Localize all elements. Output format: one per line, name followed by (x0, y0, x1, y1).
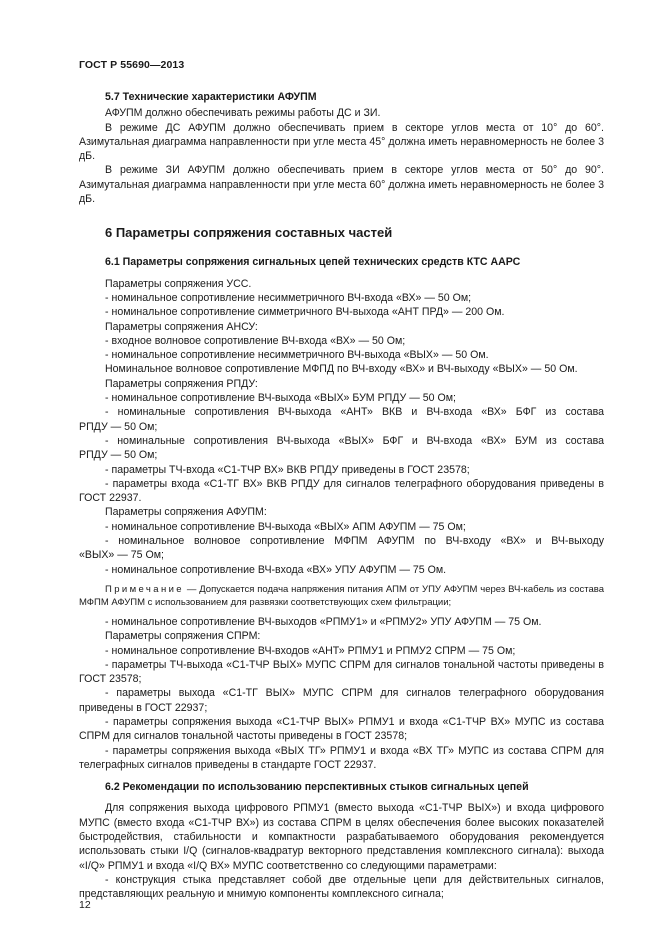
group-title-ycc: Параметры сопряжения УСС. (105, 277, 252, 290)
list-item: - номинальное сопротивление ВЧ-выхода «ВЫХ» АПМ АФУПМ — 75 Ом; (105, 520, 466, 533)
page-number: 12 (79, 899, 91, 911)
page-content (79, 90, 604, 902)
note (79, 583, 604, 609)
section-6-heading: 6 Параметры сопряжения составных частей (105, 225, 393, 241)
list-item: - номинальное сопротивление ВЧ-входов «АНТ» РПМУ1 и РПМУ2 СПРМ — 75 Ом; (105, 644, 516, 657)
list-item: - номинальное сопротивление ВЧ-выходов «РПМУ1» и «РПМУ2» УПУ АФУПМ — 75 Ом. (105, 615, 542, 628)
list-item: - конструкция стыка представляет собой две отдельные цепи для действительных сигналов, представляющих реальную и мнимую компоненты комплексного сигнала; (79, 873, 604, 901)
list-item-continuation: «ВЫХ» — 75 Ом; (79, 549, 164, 562)
note-label: Примечание (105, 583, 184, 595)
section-5-7-heading: 5.7 Технические характеристики АФУПМ (105, 91, 317, 103)
group-title-ansu: Параметры сопряжения АНСУ: (105, 320, 258, 333)
list-item: - номинальное волновое сопротивление МФПМ АФУПМ по ВЧ-входу «ВХ» и ВЧ-выходу (105, 535, 604, 548)
paragraph: Для сопряжения выхода цифрового РПМУ1 (вместо выхода «С1-ТЧР ВЫХ») и входа цифрового МУПС (вместо входа «С1-ТЧР ВХ») из состава СПРМ в целях обеспечения более высоких показателей быстродействия, стабильности и компактности разрабатываемого оборудования рекомендуется использовать стыки I/Q (сигналов-квадратур векторного представления комплексного сигнала): выхода «I/Q» РПМУ1 и входа «I/Q ВХ» МУПС соответственно со следующими параметрами: (79, 802, 604, 872)
list-item-continuation: РПДУ — 50 Ом; (79, 449, 158, 462)
list-item: - номинальное сопротивление ВЧ-входа «ВХ» УПУ АФУПМ — 75 Ом. (105, 563, 447, 576)
list-item: - номинальное сопротивление несимметричного ВЧ-входа «ВХ» — 50 Ом; (105, 291, 472, 304)
list-item: - параметры сопряжения выхода «ВЫХ ТГ» РПМУ1 и входа «ВХ ТГ» МУПС из состава СПРМ для телеграфных сигналов приведены в стандарте ГОСТ 22937. (79, 744, 604, 771)
note-text: — Допускается подача напряжения питания АПМ от УПУ АФУПМ через ВЧ-кабель из состава МФПМ АФУПМ с использованием для развязки соответствующих схем фильтрации; (79, 583, 604, 608)
list-item: - параметры входа «С1-ТГ ВХ» ВКВ РПДУ для сигналов телеграфного оборудования приведены в ГОСТ 22937. (79, 477, 604, 505)
group-title-afupm: Параметры сопряжения АФУПМ: (105, 506, 267, 519)
list-item: - номинальное сопротивление несимметричного ВЧ-выхода «ВЫХ» — 50 Ом. (105, 349, 489, 362)
group-title-rpdu: Параметры сопряжения РПДУ: (105, 377, 258, 390)
list-item: - номинальное сопротивление симметричного ВЧ-выхода «АНТ ПРД» — 200 Ом. (105, 306, 505, 319)
list-item: - параметры выхода «С1-ТГ ВЫХ» МУПС СПРМ для сигналов телеграфного оборудования приведены в ГОСТ 22937; (79, 687, 604, 714)
paragraph: В режиме ДС АФУПМ должно обеспечивать прием в секторе углов места от 10° до 60°. Азимутальная диаграмма направленности при угле места 45° должна иметь неравномерность не более 3 дБ. (79, 121, 604, 163)
paragraph: В режиме ЗИ АФУПМ должно обеспечивать прием в секторе углов места от 50° до 90°. Азимутальная диаграмма направленности при угле места 60° должна иметь неравномерность не более 3 дБ. (79, 164, 604, 206)
section-6-2-heading: 6.2 Рекомендации по использованию перспективных стыков сигнальных цепей (105, 781, 529, 794)
list-item: - параметры сопряжения выхода «С1-ТЧР ВЫХ» РПМУ1 и входа «С1-ТЧР ВХ» МУПС из состава СПРМ для сигналов тональной частоты приведены в ГОСТ 23578; (79, 715, 604, 743)
list-item: - параметры ТЧ-входа «С1-ТЧР ВХ» ВКВ РПДУ приведены в ГОСТ 23578; (105, 463, 470, 476)
list-item: - номинальные сопротивления ВЧ-выхода «АНТ» ВКВ и ВЧ-входа «ВХ» БФГ из состава (105, 406, 604, 419)
section-6-1-heading: 6.1 Параметры сопряжения сигнальных цепей технических средств КТС ААРС (105, 256, 521, 269)
paragraph: АФУПМ должно обеспечивать режимы работы ДС и ЗИ. (105, 107, 381, 120)
list-item: - номинальные сопротивления ВЧ-выхода «ВЫХ» БФГ и ВЧ-входа «ВХ» БУМ из состава (105, 434, 604, 447)
list-item: - номинальное сопротивление ВЧ-выхода «ВЫХ» БУМ РПДУ — 50 Ом; (105, 392, 456, 405)
list-item-continuation: РПДУ — 50 Ом; (79, 420, 158, 433)
list-item: - входное волновое сопротивление ВЧ-входа «ВХ» — 50 Ом; (105, 334, 406, 347)
document-code-header: ГОСТ Р 55690—2013 (79, 59, 185, 71)
list-item: - параметры ТЧ-выхода «С1-ТЧР ВЫХ» МУПС СПРМ для сигналов тональной частоты приведены в ГОСТ 23578; (79, 658, 604, 686)
paragraph-mfpd: Номинальное волновое сопротивление МФПД по ВЧ-входу «ВХ» и ВЧ-выходу «ВЫХ» — 50 Ом. (105, 363, 578, 376)
group-title-sprm: Параметры сопряжения СПРМ: (105, 630, 261, 643)
